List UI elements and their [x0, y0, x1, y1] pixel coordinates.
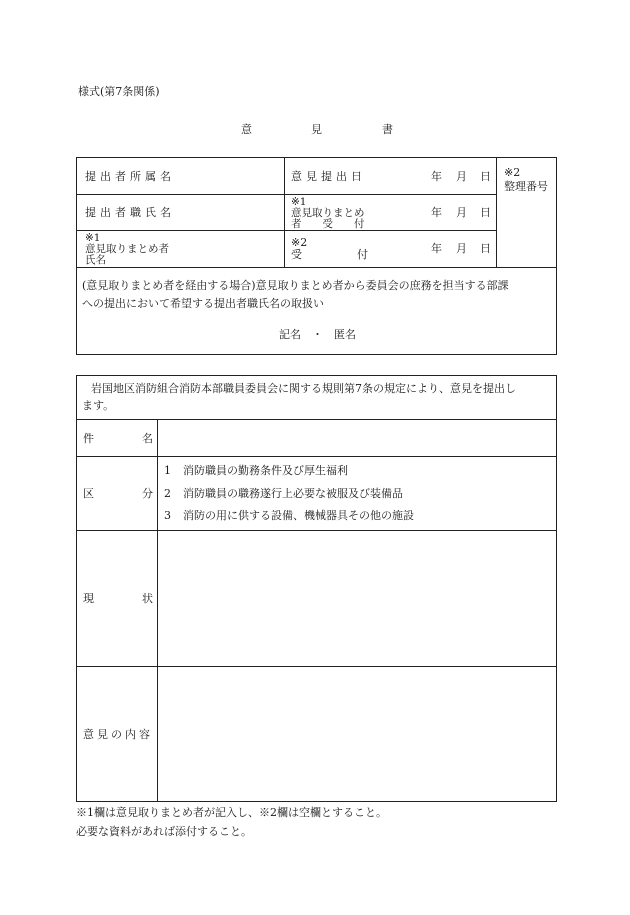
- category-label-char-1: 区: [83, 487, 94, 500]
- category-label-char-2: 分: [142, 487, 153, 500]
- title-char-2: 見: [311, 123, 322, 136]
- date-year-1: 年: [431, 170, 442, 183]
- date-year-2: 年: [431, 206, 442, 219]
- intro-line-1: 岩国地区消防組合消防本部職員委員会に関する規則第7条の規定により、意見を提出し: [91, 382, 516, 395]
- date-day-2: 日: [480, 206, 491, 219]
- title-char-1: 意: [241, 123, 252, 136]
- title-char-3: 書: [382, 123, 393, 136]
- opinion-content-label: 意見の内容: [83, 728, 153, 741]
- coordinator-received-note-mark: ※1: [291, 196, 307, 208]
- coordinator-received-label-2: 者 受 付: [291, 218, 365, 230]
- table2-row-divider-4: [76, 666, 557, 667]
- table1-row-divider-1: [76, 194, 497, 195]
- intro-line-2: ます。: [82, 399, 115, 412]
- footnote-2: 必要な資料があれば添付すること。: [76, 825, 252, 838]
- category-3-num: 3: [164, 509, 171, 522]
- date-day-3: 日: [480, 242, 491, 255]
- category-2-text: 消防職員の職務遂行上必要な被服及び装備品: [183, 487, 403, 500]
- receipt-label: 受 付: [291, 248, 368, 261]
- coordinator-name-label-1: 意見取りまとめ者: [85, 243, 169, 255]
- category-1-text: 消防職員の勤務条件及び厚生福利: [183, 464, 348, 477]
- table1-row-divider-3: [76, 267, 557, 268]
- date-month-2: 月: [456, 206, 467, 219]
- coordinator-name-label-2: 氏名: [85, 254, 106, 266]
- category-3-text: 消防の用に供する設備、機械器具その他の施設: [183, 509, 414, 522]
- coordinator-received-label-1: 意見取りまとめ: [291, 207, 365, 219]
- table1-row-divider-2: [76, 230, 497, 231]
- table2-row-divider-2: [76, 456, 557, 457]
- ref-number-label: 整理番号: [504, 180, 548, 193]
- handling-text-line-2: への提出において希望する提出者職氏名の取扱い: [82, 297, 324, 310]
- submitter-name-label: 提出者職氏名: [85, 206, 175, 219]
- affiliation-label: 提出者所属名: [85, 170, 175, 183]
- subject-label-char-1: 件: [83, 432, 94, 445]
- coordinator-note-mark: ※1: [85, 232, 101, 244]
- form-label: 様式(第7条関係): [78, 85, 160, 98]
- status-label-char-2: 状: [142, 592, 153, 605]
- subject-label-char-2: 名: [142, 432, 153, 445]
- table1-col-divider-2: [496, 157, 497, 267]
- table2-row-divider-1: [76, 419, 557, 420]
- status-label-char-1: 現: [83, 592, 94, 605]
- handling-text-line-1: (意見取りまとめ者を経由する場合)意見取りまとめ者から委員会の庶務を担当する部課: [82, 279, 509, 292]
- date-day-1: 日: [480, 170, 491, 183]
- date-year-3: 年: [431, 242, 442, 255]
- category-1-num: 1: [164, 464, 171, 477]
- category-2-num: 2: [164, 487, 171, 500]
- submit-date-label: 意見提出日: [291, 170, 366, 183]
- table1-col-divider-1: [284, 157, 285, 267]
- table2-col-divider: [157, 419, 158, 802]
- table2-row-divider-3: [76, 530, 557, 531]
- handling-options: 記名 ・ 匿名: [279, 328, 356, 341]
- date-month-3: 月: [456, 242, 467, 255]
- date-month-1: 月: [456, 170, 467, 183]
- ref-note-mark: ※2: [504, 166, 521, 179]
- receipt-note-mark: ※2: [291, 236, 308, 249]
- footnote-1: ※1欄は意見取りまとめ者が記入し、※2欄は空欄とすること。: [76, 806, 387, 819]
